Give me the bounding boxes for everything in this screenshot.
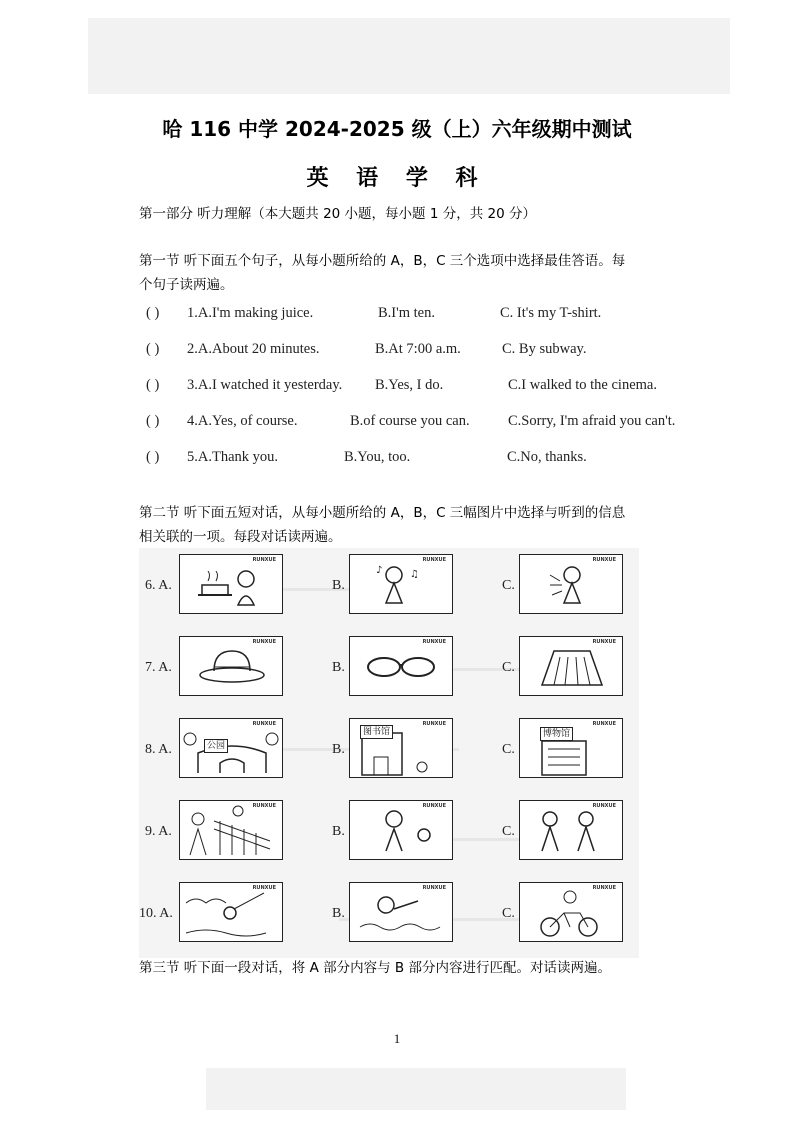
question-row-1: [146, 305, 746, 325]
question-label: 10. A.: [139, 906, 173, 921]
option-b-label: B.: [332, 578, 345, 593]
section1-instruction-line2: 个句子读两遍。: [139, 277, 234, 293]
question-label: 7. A.: [145, 660, 172, 675]
option-c-label: C.: [502, 742, 515, 757]
picture-8b-library[interactable]: [349, 718, 453, 778]
picture-question-9: [139, 800, 639, 862]
option-c-label: C.: [502, 906, 515, 921]
option-b: B.of course you can.: [350, 413, 470, 429]
brand-mark: RUNXUE: [252, 885, 276, 891]
picture-6a-cooking[interactable]: [179, 554, 283, 614]
brand-mark: RUNXUE: [422, 721, 446, 727]
cooking-icon: [180, 555, 281, 612]
question-row-4: [146, 413, 746, 433]
option-b: B.I'm ten.: [378, 305, 435, 321]
brand-mark: RUNXUE: [592, 885, 616, 891]
part1-header: 第一部分 听力理解（本大题共 20 小题，每小题 1 分，共 20 分）: [139, 206, 536, 222]
option-c-label: C.: [502, 824, 515, 839]
brand-mark: RUNXUE: [422, 639, 446, 645]
option-c: C. By subway.: [502, 341, 587, 357]
option-b: B.You, too.: [344, 449, 411, 465]
fishing-icon: [180, 883, 281, 940]
option-a: 1.A.I'm making juice.: [187, 305, 314, 321]
option-a: 2.A.About 20 minutes.: [187, 341, 320, 357]
picture-10b-swimming[interactable]: [349, 882, 453, 942]
section2-instruction-line2: 相关联的一项。每段对话读两遍。: [139, 529, 342, 545]
question-row-5: [146, 449, 746, 469]
picture-question-6: [139, 554, 639, 616]
section2-instruction-line1: 第二节 听下面五短对话，从每小题所给的 A，B，C 三幅图片中选择与听到的信息: [139, 505, 626, 521]
option-b-label: B.: [332, 742, 345, 757]
picture-9b-soccer[interactable]: [349, 800, 453, 860]
brand-mark: RUNXUE: [422, 885, 446, 891]
option-c: C.No, thanks.: [507, 449, 587, 465]
answer-bracket[interactable]: ( ): [146, 305, 160, 321]
subject-title: 英 语 学 科: [306, 166, 488, 191]
answer-bracket[interactable]: ( ): [146, 413, 160, 429]
volleyball-net-icon: [180, 801, 281, 858]
picture-9a-volleyball[interactable]: [179, 800, 283, 860]
svg-text:♪: ♪: [376, 565, 383, 576]
option-b: B.At 7:00 a.m.: [375, 341, 461, 357]
brand-mark: RUNXUE: [592, 803, 616, 809]
brand-mark: RUNXUE: [252, 557, 276, 563]
option-c-label: C.: [502, 578, 515, 593]
swimming-icon: [350, 883, 451, 940]
brand-mark: RUNXUE: [592, 721, 616, 727]
option-c: C.Sorry, I'm afraid you can't.: [508, 413, 676, 429]
page-number: 1: [393, 1031, 401, 1046]
picture-8c-museum[interactable]: [519, 718, 623, 778]
picture-7b-glasses[interactable]: [349, 636, 453, 696]
library-sign: 图书馆: [360, 725, 393, 739]
answer-bracket[interactable]: ( ): [146, 377, 160, 393]
park-gate-icon: [180, 719, 281, 776]
skirt-icon: [520, 637, 621, 694]
brand-mark: RUNXUE: [252, 803, 276, 809]
museum-sign: 博物馆: [540, 727, 573, 741]
picture-10c-cycling[interactable]: [519, 882, 623, 942]
soccer-icon: [350, 801, 451, 858]
dancing-icon: [520, 555, 621, 612]
brand-mark: RUNXUE: [592, 639, 616, 645]
brand-mark: RUNXUE: [422, 557, 446, 563]
brand-mark: RUNXUE: [592, 557, 616, 563]
option-b-label: B.: [332, 906, 345, 921]
scan-shadow-top: [88, 18, 730, 94]
picture-7c-skirt[interactable]: [519, 636, 623, 696]
question-label: 9. A.: [145, 824, 172, 839]
brand-mark: RUNXUE: [422, 803, 446, 809]
option-a: 3.A.I watched it yesterday.: [187, 377, 343, 393]
picture-7a-hat[interactable]: [179, 636, 283, 696]
brand-mark: RUNXUE: [252, 721, 276, 727]
question-row-2: [146, 341, 746, 361]
answer-bracket[interactable]: ( ): [146, 449, 160, 465]
children-icon: [520, 801, 621, 858]
question-row-3: [146, 377, 746, 397]
picture-question-10: [139, 882, 639, 944]
option-c: C. It's my T-shirt.: [500, 305, 602, 321]
scan-shadow-bottom: [206, 1068, 626, 1110]
hat-icon: [180, 637, 281, 694]
svg-text:♫: ♫: [410, 569, 419, 580]
picture-questions-block: [139, 548, 639, 958]
picture-10a-fishing[interactable]: [179, 882, 283, 942]
question-label: 8. A.: [145, 742, 172, 757]
option-b-label: B.: [332, 660, 345, 675]
option-c: C.I walked to the cinema.: [508, 377, 657, 393]
section3-instruction: 第三节 听下面一段对话，将 A 部分内容与 B 部分内容进行匹配。对话读两遍。: [139, 960, 611, 976]
option-b: B.Yes, I do.: [375, 377, 444, 393]
picture-9c-kids-playing[interactable]: [519, 800, 623, 860]
question-label: 6. A.: [145, 578, 172, 593]
glasses-icon: [350, 637, 451, 694]
park-sign: 公园: [204, 739, 228, 753]
picture-question-8: [139, 718, 639, 780]
brand-mark: RUNXUE: [252, 639, 276, 645]
section1-instruction-line1: 第一节 听下面五个句子，从每小题所给的 A，B，C 三个选项中选择最佳答语。每: [139, 253, 626, 269]
picture-6c-dancing[interactable]: [519, 554, 623, 614]
option-c-label: C.: [502, 660, 515, 675]
picture-6b-singing[interactable]: [349, 554, 453, 614]
option-a: 4.A.Yes, of course.: [187, 413, 298, 429]
answer-bracket[interactable]: ( ): [146, 341, 160, 357]
option-b-label: B.: [332, 824, 345, 839]
picture-8a-park[interactable]: [179, 718, 283, 778]
exam-title: 哈 116 中学 2024-2025 级（上）六年级期中测试: [162, 117, 632, 141]
bicycle-icon: [520, 883, 621, 940]
option-a: 5.A.Thank you.: [187, 449, 279, 465]
picture-question-7: [139, 636, 639, 698]
singing-icon: [350, 555, 451, 612]
